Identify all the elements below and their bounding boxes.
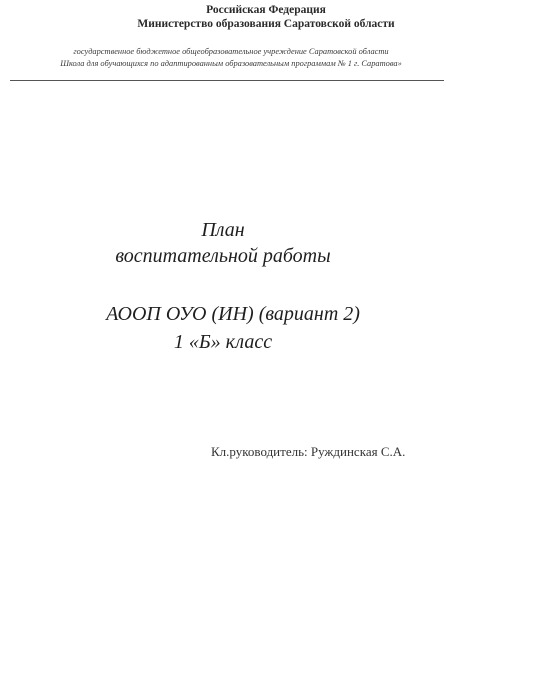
document-title-work: воспитательной работы [115, 245, 331, 267]
document-title-plan: План [201, 219, 245, 241]
document-class: 1 «Б» класс [173, 331, 273, 353]
header-divider [10, 80, 444, 81]
school-name-line-2: Школа для обучающихся по адаптированным образовательным программам № 1 г. Саратова» [60, 59, 402, 68]
class-teacher: Кл.руководитель: Руждинская С.А. [211, 444, 406, 459]
header-country: Российская Федерация [206, 4, 326, 16]
document-program: АООП ОУО (ИН) (вариант 2) [106, 303, 360, 325]
header-ministry: Министерство образования Саратовской области [137, 18, 395, 30]
school-name-line-1: государственное бюджетное общеобразовательное учреждение Саратовской области [73, 47, 389, 56]
